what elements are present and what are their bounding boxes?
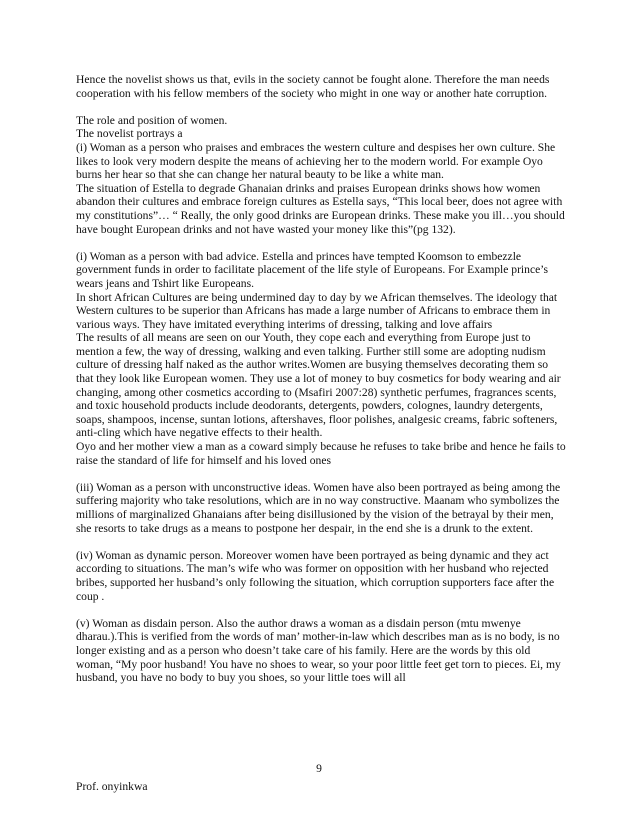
paragraph-gap xyxy=(76,603,566,617)
paragraph: In short African Cultures are being undermined day to day by we African themselves. The ideology that Western cultures to be superior than Africans has made a large number of Africans to embrace them in various ways. They have imitated everything interims of dressing, talking and love affairs xyxy=(76,290,558,331)
page-number: 9 xyxy=(316,762,322,775)
paragraph: (i) Woman as a person with bad advice. Estella and princes have tempted Koomson to embezzle government funds in order to facilitate placement of the life style of Europeans. For Example prince’s wears jeans and Tshirt like Europeans. xyxy=(76,249,548,290)
paragraph: The novelist portrays a xyxy=(76,127,183,141)
paragraph: (i) Woman as a person who praises and embraces the western culture and despises her own culture. She likes to look very modern despite the means of achieving her to the modern world. For example Oyo burns her hear so that she can change her natural beauty to be like a white man. xyxy=(76,140,556,182)
paragraph: The results of all means are seen on our Youth, they cope each and everything from Europe just to mention a few, the way of dressing, walking and even talking. Further still some are adopting nudism culture of dressing half naked as the author writes.Women are busying themselves decorating them so that they look like European women. They use a lot of money to buy cosmetics for body wearing and air changing, among other cosmetics according to (Msafiri 2007:28) synthetic perfumes, fragrances scents, and toxic household products include deodorants, detergents, powders, colognes, laundry detergents, soaps, shampoos, incense, suntan lotions, aftershaves, floor polishes, analgesic creams, fabric softeners, anti-cling which have negative effects to their health. xyxy=(76,331,561,440)
document-body xyxy=(76,73,566,685)
paragraph-gap xyxy=(76,535,566,549)
paragraph: (v) Woman as disdain person. Also the author draws a woman as a disdain person (mtu mwenye dharau.).This is verified from the words of man’ mother-in-law which describes man as is no body, is no longer existing and as a person who doesn’t take care of his family. Here are the words by this old woman, “My poor husband! You have no shoes to wear, so your poor little feet get torn to pieces. Ei, my husband, you have no body to buy you shoes, so your little toes will all xyxy=(76,616,561,685)
paragraph-gap xyxy=(76,236,566,250)
footer-author: Prof. onyinkwa xyxy=(76,780,148,793)
paragraph: (iv) Woman as dynamic person. Moreover women have been portrayed as being dynamic and they act according to situations. The man’s wife who was former on opposition with her husband who rejected bribes, supported her husband’s only following the situation, which corruption supporters face after the coup . xyxy=(76,548,555,603)
section-heading: The role and position of women. xyxy=(76,113,228,127)
paragraph-gap xyxy=(76,100,566,114)
paragraph: (iii) Woman as a person with unconstructive ideas. Women have also been portrayed as being among the suffering majority who take resolutions, which are in no way constructive. Maanam who symbolizes the millions of marginalized Ghanaians after being disillusioned by the vision of the betrayal by their men, she resorts to take drugs as a means to postpone her despair, in the end she is a drunk to the extent. xyxy=(76,480,561,535)
paragraph-gap xyxy=(76,467,566,481)
paragraph: The situation of Estella to degrade Ghanaian drinks and praises European drinks shows how women abandon their cultures and embrace foreign cultures as Estella says, “This local beer, does not agree with my constitutions”… “ Really, the only good drinks are European drinks. These make you ill…you should have bought European drinks and not have wasted your money like this”(pg 132). xyxy=(76,181,565,236)
paragraph: Oyo and her mother view a man as a coward simply because he refuses to take bribe and hence he fails to raise the standard of life for himself and his loved ones xyxy=(76,440,566,467)
paragraph: Hence the novelist shows us that, evils in the society cannot be fought alone. Therefore the man needs cooperation with his fellow members of the society who might in one way or another hate corruption. xyxy=(76,73,550,100)
